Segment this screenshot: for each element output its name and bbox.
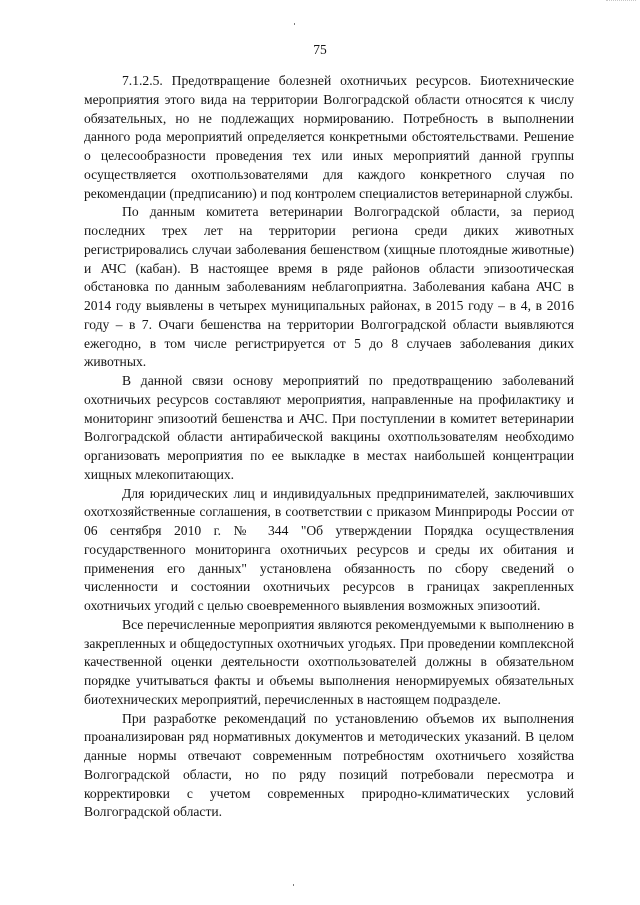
scan-speck-top: [294, 23, 295, 25]
paragraph-prevention-basis: В данной связи основу мероприятий по предотвращению заболеваний охотничьих ресурсов составляют мероприятия, направленные на профилактику и мониторинг эпизоотий бешенства и АЧС. При поступлении в комитет ветеринарии Волгоградской области антирабической вакцины охотпользователям необходимо организовать мероприятия по ее выкладке в местах наибольшей концентрации хищных млекопитающих.: [84, 373, 574, 482]
document-body: [84, 72, 574, 822]
paragraph-disease-prevention: 7.1.2.5. Предотвращение болезней охотничьих ресурсов. Биотехнические мероприятия этого вида на территории Волгоградской области относятся к числу обязательных, но не подлежащих нормированию. Потребность в выполнении данного рода мероприятий определяется конкретными обстоятельствами. Решение о целесообразности проведения тех или иных мероприятий данной группы осуществляется охотпользователями для каждого конкретного случая по рекомендации (предписанию) и под контролем специалистов ветеринарной службы.: [84, 73, 574, 201]
paragraph-recommended-measures: Все перечисленные мероприятия являются рекомендуемыми к выполнению в закрепленных и общедоступных охотничьих угодьях. При проведении комплексной качественной оценки деятельности охотпользователей должны в обязательном порядке учитываться факты и объемы выполнения ненормируемых обязательных биотехнических мероприятий, перечисленных в настоящем подразделе.: [84, 616, 574, 707]
paragraph-legal-entities: Для юридических лиц и индивидуальных предпринимателей, заключивших охотхозяйственные соглашения, в соответствии с приказом Минприроды России от 06 сентября 2010 г. № 344 "Об утверждении Порядка осуществления государственного мониторинга охотничьих ресурсов и среды их обитания и применения его данных" установлена обязанность по сбору сведений о численности и состоянии охотничьих ресурсов в границах закрепленных охотничьих угодий с целью своевременного выявления возможных эпизоотий.: [84, 485, 574, 613]
page-number: 75: [313, 42, 327, 57]
paragraph-recommendations-development: При разработке рекомендаций по установлению объемов их выполнения проанализирован ряд нормативных документов и методических указаний. В целом данные нормы отвечают современным потребностям охотничьего хозяйства Волгоградской области, но по ряду позиций потребовали пересмотра и корректировки с учетом современных природно-климатических условий Волгоградской области.: [84, 710, 574, 820]
scan-speck-bottom: [293, 884, 294, 886]
top-edge-mark: [606, 0, 636, 1]
paragraph-veterinary-data: По данным комитета ветеринарии Волгоградской области, за период последних трех лет на территории региона среди диких животных регистрировались случаи заболевания бешенством (хищные плотоядные животные) и АЧС (кабан). В настоящее время в ряде районов области эпизоотическая обстановка по данным заболеваниям неблагоприятна. Заболевания кабана АЧС в 2014 году выявлены в четырех муниципальных районах, в 2015 году – в 4, в 2016 году – в 7. Очаги бешенства на территории Волгоградской области выявляются ежегодно, в том числе регистрируется от 5 до 8 случаев заболевания диких животных.: [84, 204, 574, 370]
